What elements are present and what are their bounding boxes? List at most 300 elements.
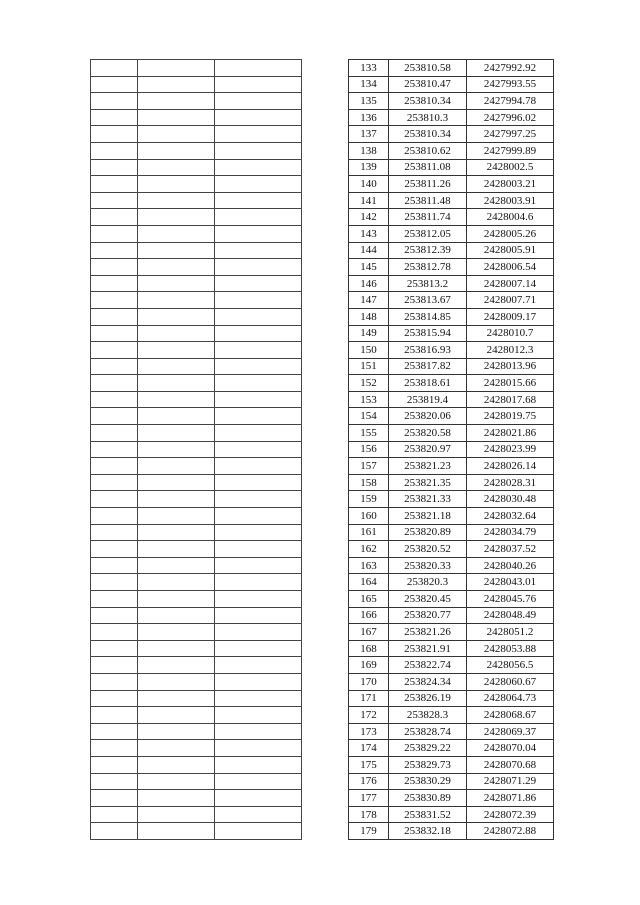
x-coordinate-cell: 253810.3 — [389, 109, 467, 126]
point-number-cell: 155 — [349, 425, 389, 442]
empty-row — [91, 159, 302, 176]
point-number-cell: 141 — [349, 192, 389, 209]
left-table-body — [91, 60, 302, 840]
empty-cell — [138, 790, 215, 807]
empty-cell — [91, 176, 138, 193]
empty-row — [91, 441, 302, 458]
y-coordinate-cell: 2428070.04 — [467, 740, 554, 757]
point-number-cell: 168 — [349, 640, 389, 657]
empty-cell — [91, 192, 138, 209]
empty-cell — [91, 60, 138, 77]
x-coordinate-cell: 253820.58 — [389, 425, 467, 442]
table-row — [349, 773, 554, 790]
y-coordinate-cell: 2428056.5 — [467, 657, 554, 674]
x-coordinate-cell: 253821.18 — [389, 508, 467, 525]
y-coordinate-cell: 2428002.5 — [467, 159, 554, 176]
x-coordinate-cell: 253811.48 — [389, 192, 467, 209]
point-number-cell: 148 — [349, 308, 389, 325]
table-row — [349, 259, 554, 276]
empty-cell — [138, 458, 215, 475]
empty-cell — [91, 740, 138, 757]
table-row — [349, 624, 554, 641]
x-coordinate-cell: 253821.35 — [389, 474, 467, 491]
x-coordinate-cell: 253824.34 — [389, 673, 467, 690]
table-row — [349, 690, 554, 707]
table-row — [349, 142, 554, 159]
empty-row — [91, 574, 302, 591]
point-number-cell: 177 — [349, 790, 389, 807]
point-number-cell: 139 — [349, 159, 389, 176]
point-number-cell: 171 — [349, 690, 389, 707]
empty-row — [91, 458, 302, 475]
empty-cell — [91, 308, 138, 325]
table-row — [349, 657, 554, 674]
point-number-cell: 157 — [349, 458, 389, 475]
y-coordinate-cell: 2428028.31 — [467, 474, 554, 491]
empty-cell — [138, 176, 215, 193]
empty-cell — [138, 557, 215, 574]
point-number-cell: 152 — [349, 375, 389, 392]
empty-row — [91, 823, 302, 840]
empty-cell — [215, 209, 302, 226]
empty-cell — [91, 76, 138, 93]
x-coordinate-cell: 253831.52 — [389, 806, 467, 823]
x-coordinate-cell: 253810.34 — [389, 126, 467, 143]
empty-cell — [215, 242, 302, 259]
empty-row — [91, 192, 302, 209]
empty-cell — [138, 607, 215, 624]
table-row — [349, 474, 554, 491]
point-number-cell: 163 — [349, 557, 389, 574]
empty-cell — [138, 209, 215, 226]
empty-row — [91, 723, 302, 740]
empty-cell — [91, 93, 138, 110]
y-coordinate-cell: 2428021.86 — [467, 425, 554, 442]
empty-cell — [91, 325, 138, 342]
empty-cell — [215, 474, 302, 491]
table-row — [349, 806, 554, 823]
table-row — [349, 723, 554, 740]
y-coordinate-cell: 2428064.73 — [467, 690, 554, 707]
empty-cell — [215, 624, 302, 641]
empty-cell — [91, 375, 138, 392]
empty-row — [91, 707, 302, 724]
table-row — [349, 508, 554, 525]
empty-cell — [138, 192, 215, 209]
point-number-cell: 149 — [349, 325, 389, 342]
empty-row — [91, 690, 302, 707]
empty-row — [91, 93, 302, 110]
empty-row — [91, 474, 302, 491]
x-coordinate-cell: 253821.91 — [389, 640, 467, 657]
y-coordinate-cell: 2428019.75 — [467, 408, 554, 425]
empty-cell — [215, 557, 302, 574]
empty-cell — [215, 607, 302, 624]
empty-row — [91, 541, 302, 558]
empty-cell — [91, 109, 138, 126]
table-row — [349, 176, 554, 193]
x-coordinate-cell: 253820.33 — [389, 557, 467, 574]
x-coordinate-cell: 253814.85 — [389, 308, 467, 325]
point-number-cell: 142 — [349, 209, 389, 226]
empty-cell — [138, 259, 215, 276]
empty-row — [91, 640, 302, 657]
empty-row — [91, 60, 302, 77]
empty-row — [91, 242, 302, 259]
empty-cell — [215, 524, 302, 541]
empty-cell — [91, 474, 138, 491]
empty-cell — [138, 574, 215, 591]
x-coordinate-cell: 253820.77 — [389, 607, 467, 624]
empty-cell — [215, 707, 302, 724]
empty-cell — [138, 225, 215, 242]
point-number-cell: 133 — [349, 60, 389, 77]
empty-cell — [138, 358, 215, 375]
x-coordinate-cell: 253812.78 — [389, 259, 467, 276]
x-coordinate-cell: 253811.26 — [389, 176, 467, 193]
empty-cell — [138, 375, 215, 392]
empty-cell — [138, 342, 215, 359]
point-number-cell: 137 — [349, 126, 389, 143]
point-number-cell: 158 — [349, 474, 389, 491]
empty-cell — [138, 408, 215, 425]
x-coordinate-cell: 253820.3 — [389, 574, 467, 591]
table-row — [349, 308, 554, 325]
empty-cell — [215, 159, 302, 176]
point-number-cell: 173 — [349, 723, 389, 740]
table-row — [349, 159, 554, 176]
empty-row — [91, 756, 302, 773]
empty-cell — [138, 126, 215, 143]
y-coordinate-cell: 2427997.25 — [467, 126, 554, 143]
table-row — [349, 458, 554, 475]
y-coordinate-cell: 2427996.02 — [467, 109, 554, 126]
x-coordinate-cell: 253828.3 — [389, 707, 467, 724]
y-coordinate-cell: 2428072.39 — [467, 806, 554, 823]
table-row — [349, 375, 554, 392]
point-number-cell: 161 — [349, 524, 389, 541]
empty-cell — [138, 541, 215, 558]
empty-row — [91, 740, 302, 757]
empty-row — [91, 375, 302, 392]
empty-row — [91, 308, 302, 325]
empty-cell — [91, 723, 138, 740]
table-row — [349, 242, 554, 259]
point-number-cell: 164 — [349, 574, 389, 591]
x-coordinate-cell: 253830.89 — [389, 790, 467, 807]
empty-row — [91, 109, 302, 126]
point-number-cell: 169 — [349, 657, 389, 674]
empty-cell — [215, 126, 302, 143]
table-row — [349, 60, 554, 77]
x-coordinate-cell: 253812.05 — [389, 225, 467, 242]
empty-cell — [215, 591, 302, 608]
empty-row — [91, 806, 302, 823]
y-coordinate-cell: 2428060.67 — [467, 673, 554, 690]
x-coordinate-cell: 253828.74 — [389, 723, 467, 740]
table-row — [349, 209, 554, 226]
point-number-cell: 147 — [349, 292, 389, 309]
y-coordinate-cell: 2428045.76 — [467, 591, 554, 608]
table-row — [349, 574, 554, 591]
empty-cell — [91, 508, 138, 525]
empty-cell — [91, 242, 138, 259]
empty-cell — [91, 557, 138, 574]
empty-cell — [215, 176, 302, 193]
table-row — [349, 491, 554, 508]
empty-cell — [215, 790, 302, 807]
y-coordinate-cell: 2427993.55 — [467, 76, 554, 93]
y-coordinate-cell: 2428068.67 — [467, 707, 554, 724]
empty-cell — [215, 723, 302, 740]
point-number-cell: 153 — [349, 391, 389, 408]
empty-row — [91, 225, 302, 242]
point-number-cell: 146 — [349, 275, 389, 292]
empty-cell — [138, 740, 215, 757]
table-row — [349, 325, 554, 342]
empty-row — [91, 358, 302, 375]
empty-cell — [91, 142, 138, 159]
table-row — [349, 640, 554, 657]
empty-cell — [215, 574, 302, 591]
x-coordinate-cell: 253822.74 — [389, 657, 467, 674]
empty-cell — [91, 458, 138, 475]
empty-cell — [215, 425, 302, 442]
y-coordinate-cell: 2428013.96 — [467, 358, 554, 375]
y-coordinate-cell: 2428006.54 — [467, 259, 554, 276]
y-coordinate-cell: 2428015.66 — [467, 375, 554, 392]
empty-row — [91, 126, 302, 143]
empty-cell — [215, 259, 302, 276]
table-row — [349, 740, 554, 757]
empty-cell — [91, 541, 138, 558]
coordinate-table-body — [349, 60, 554, 840]
empty-cell — [138, 491, 215, 508]
x-coordinate-cell: 253821.33 — [389, 491, 467, 508]
empty-cell — [215, 740, 302, 757]
empty-cell — [215, 93, 302, 110]
empty-cell — [215, 292, 302, 309]
empty-cell — [91, 773, 138, 790]
empty-cell — [91, 823, 138, 840]
point-number-cell: 144 — [349, 242, 389, 259]
empty-cell — [215, 541, 302, 558]
y-coordinate-cell: 2428003.91 — [467, 192, 554, 209]
empty-cell — [91, 126, 138, 143]
empty-row — [91, 391, 302, 408]
empty-cell — [215, 690, 302, 707]
empty-cell — [91, 657, 138, 674]
y-coordinate-cell: 2428048.49 — [467, 607, 554, 624]
empty-cell — [215, 491, 302, 508]
empty-row — [91, 425, 302, 442]
empty-cell — [91, 607, 138, 624]
empty-row — [91, 790, 302, 807]
empty-cell — [138, 391, 215, 408]
empty-row — [91, 292, 302, 309]
empty-row — [91, 557, 302, 574]
empty-row — [91, 325, 302, 342]
x-coordinate-cell: 253811.08 — [389, 159, 467, 176]
empty-cell — [91, 259, 138, 276]
x-coordinate-cell: 253810.58 — [389, 60, 467, 77]
empty-cell — [91, 707, 138, 724]
x-coordinate-cell: 253820.89 — [389, 524, 467, 541]
y-coordinate-cell: 2427994.78 — [467, 93, 554, 110]
point-number-cell: 156 — [349, 441, 389, 458]
y-coordinate-cell: 2428003.21 — [467, 176, 554, 193]
empty-row — [91, 259, 302, 276]
empty-row — [91, 673, 302, 690]
point-number-cell: 138 — [349, 142, 389, 159]
empty-cell — [215, 60, 302, 77]
empty-cell — [138, 524, 215, 541]
y-coordinate-cell: 2428034.79 — [467, 524, 554, 541]
x-coordinate-cell: 253821.23 — [389, 458, 467, 475]
table-row — [349, 790, 554, 807]
empty-cell — [91, 225, 138, 242]
empty-cell — [91, 491, 138, 508]
table-row — [349, 109, 554, 126]
empty-cell — [215, 192, 302, 209]
empty-cell — [138, 773, 215, 790]
empty-cell — [138, 441, 215, 458]
empty-cell — [91, 673, 138, 690]
empty-cell — [215, 773, 302, 790]
point-number-cell: 166 — [349, 607, 389, 624]
empty-cell — [138, 275, 215, 292]
empty-cell — [91, 524, 138, 541]
point-number-cell: 151 — [349, 358, 389, 375]
left-empty-table — [90, 59, 302, 840]
y-coordinate-cell: 2428004.6 — [467, 209, 554, 226]
empty-row — [91, 209, 302, 226]
point-number-cell: 174 — [349, 740, 389, 757]
empty-cell — [215, 441, 302, 458]
empty-cell — [138, 624, 215, 641]
empty-cell — [215, 673, 302, 690]
empty-cell — [215, 508, 302, 525]
table-row — [349, 292, 554, 309]
empty-cell — [91, 209, 138, 226]
table-row — [349, 225, 554, 242]
table-row — [349, 524, 554, 541]
empty-cell — [138, 109, 215, 126]
point-number-cell: 165 — [349, 591, 389, 608]
empty-row — [91, 76, 302, 93]
empty-cell — [91, 275, 138, 292]
empty-cell — [138, 242, 215, 259]
empty-cell — [215, 225, 302, 242]
point-number-cell: 150 — [349, 342, 389, 359]
empty-cell — [91, 408, 138, 425]
empty-cell — [138, 159, 215, 176]
empty-cell — [91, 292, 138, 309]
table-row — [349, 591, 554, 608]
x-coordinate-cell: 253815.94 — [389, 325, 467, 342]
table-row — [349, 823, 554, 840]
table-row — [349, 557, 554, 574]
empty-cell — [215, 640, 302, 657]
empty-cell — [91, 690, 138, 707]
empty-cell — [215, 275, 302, 292]
x-coordinate-cell: 253813.2 — [389, 275, 467, 292]
x-coordinate-cell: 253829.73 — [389, 756, 467, 773]
empty-cell — [215, 342, 302, 359]
empty-cell — [91, 756, 138, 773]
point-number-cell: 143 — [349, 225, 389, 242]
point-number-cell: 172 — [349, 707, 389, 724]
empty-cell — [91, 624, 138, 641]
y-coordinate-cell: 2428070.68 — [467, 756, 554, 773]
table-row — [349, 707, 554, 724]
empty-cell — [138, 640, 215, 657]
y-coordinate-cell: 2427999.89 — [467, 142, 554, 159]
point-number-cell: 154 — [349, 408, 389, 425]
empty-cell — [215, 375, 302, 392]
empty-cell — [215, 391, 302, 408]
empty-cell — [91, 806, 138, 823]
empty-cell — [215, 806, 302, 823]
point-number-cell: 159 — [349, 491, 389, 508]
y-coordinate-cell: 2428010.7 — [467, 325, 554, 342]
table-row — [349, 425, 554, 442]
y-coordinate-cell: 2428072.88 — [467, 823, 554, 840]
empty-cell — [91, 391, 138, 408]
empty-cell — [215, 308, 302, 325]
point-number-cell: 135 — [349, 93, 389, 110]
table-row — [349, 275, 554, 292]
x-coordinate-cell: 253829.22 — [389, 740, 467, 757]
empty-cell — [138, 657, 215, 674]
y-coordinate-cell: 2428005.91 — [467, 242, 554, 259]
point-number-cell: 178 — [349, 806, 389, 823]
table-row — [349, 126, 554, 143]
x-coordinate-cell: 253832.18 — [389, 823, 467, 840]
empty-row — [91, 176, 302, 193]
x-coordinate-cell: 253813.67 — [389, 292, 467, 309]
x-coordinate-cell: 253821.26 — [389, 624, 467, 641]
y-coordinate-cell: 2428030.48 — [467, 491, 554, 508]
empty-cell — [138, 690, 215, 707]
empty-cell — [91, 441, 138, 458]
x-coordinate-cell: 253817.82 — [389, 358, 467, 375]
y-coordinate-cell: 2428023.99 — [467, 441, 554, 458]
x-coordinate-cell: 253820.06 — [389, 408, 467, 425]
y-coordinate-cell: 2428032.64 — [467, 508, 554, 525]
point-number-cell: 140 — [349, 176, 389, 193]
point-number-cell: 145 — [349, 259, 389, 276]
empty-cell — [138, 76, 215, 93]
empty-cell — [138, 142, 215, 159]
x-coordinate-cell: 253830.29 — [389, 773, 467, 790]
empty-row — [91, 275, 302, 292]
empty-cell — [215, 109, 302, 126]
point-number-cell: 160 — [349, 508, 389, 525]
empty-cell — [138, 756, 215, 773]
x-coordinate-cell: 253810.34 — [389, 93, 467, 110]
empty-cell — [138, 60, 215, 77]
empty-cell — [138, 308, 215, 325]
empty-cell — [91, 358, 138, 375]
empty-cell — [138, 707, 215, 724]
point-number-cell: 162 — [349, 541, 389, 558]
table-row — [349, 541, 554, 558]
empty-cell — [91, 574, 138, 591]
y-coordinate-cell: 2428026.14 — [467, 458, 554, 475]
y-coordinate-cell: 2428043.01 — [467, 574, 554, 591]
y-coordinate-cell: 2428040.26 — [467, 557, 554, 574]
